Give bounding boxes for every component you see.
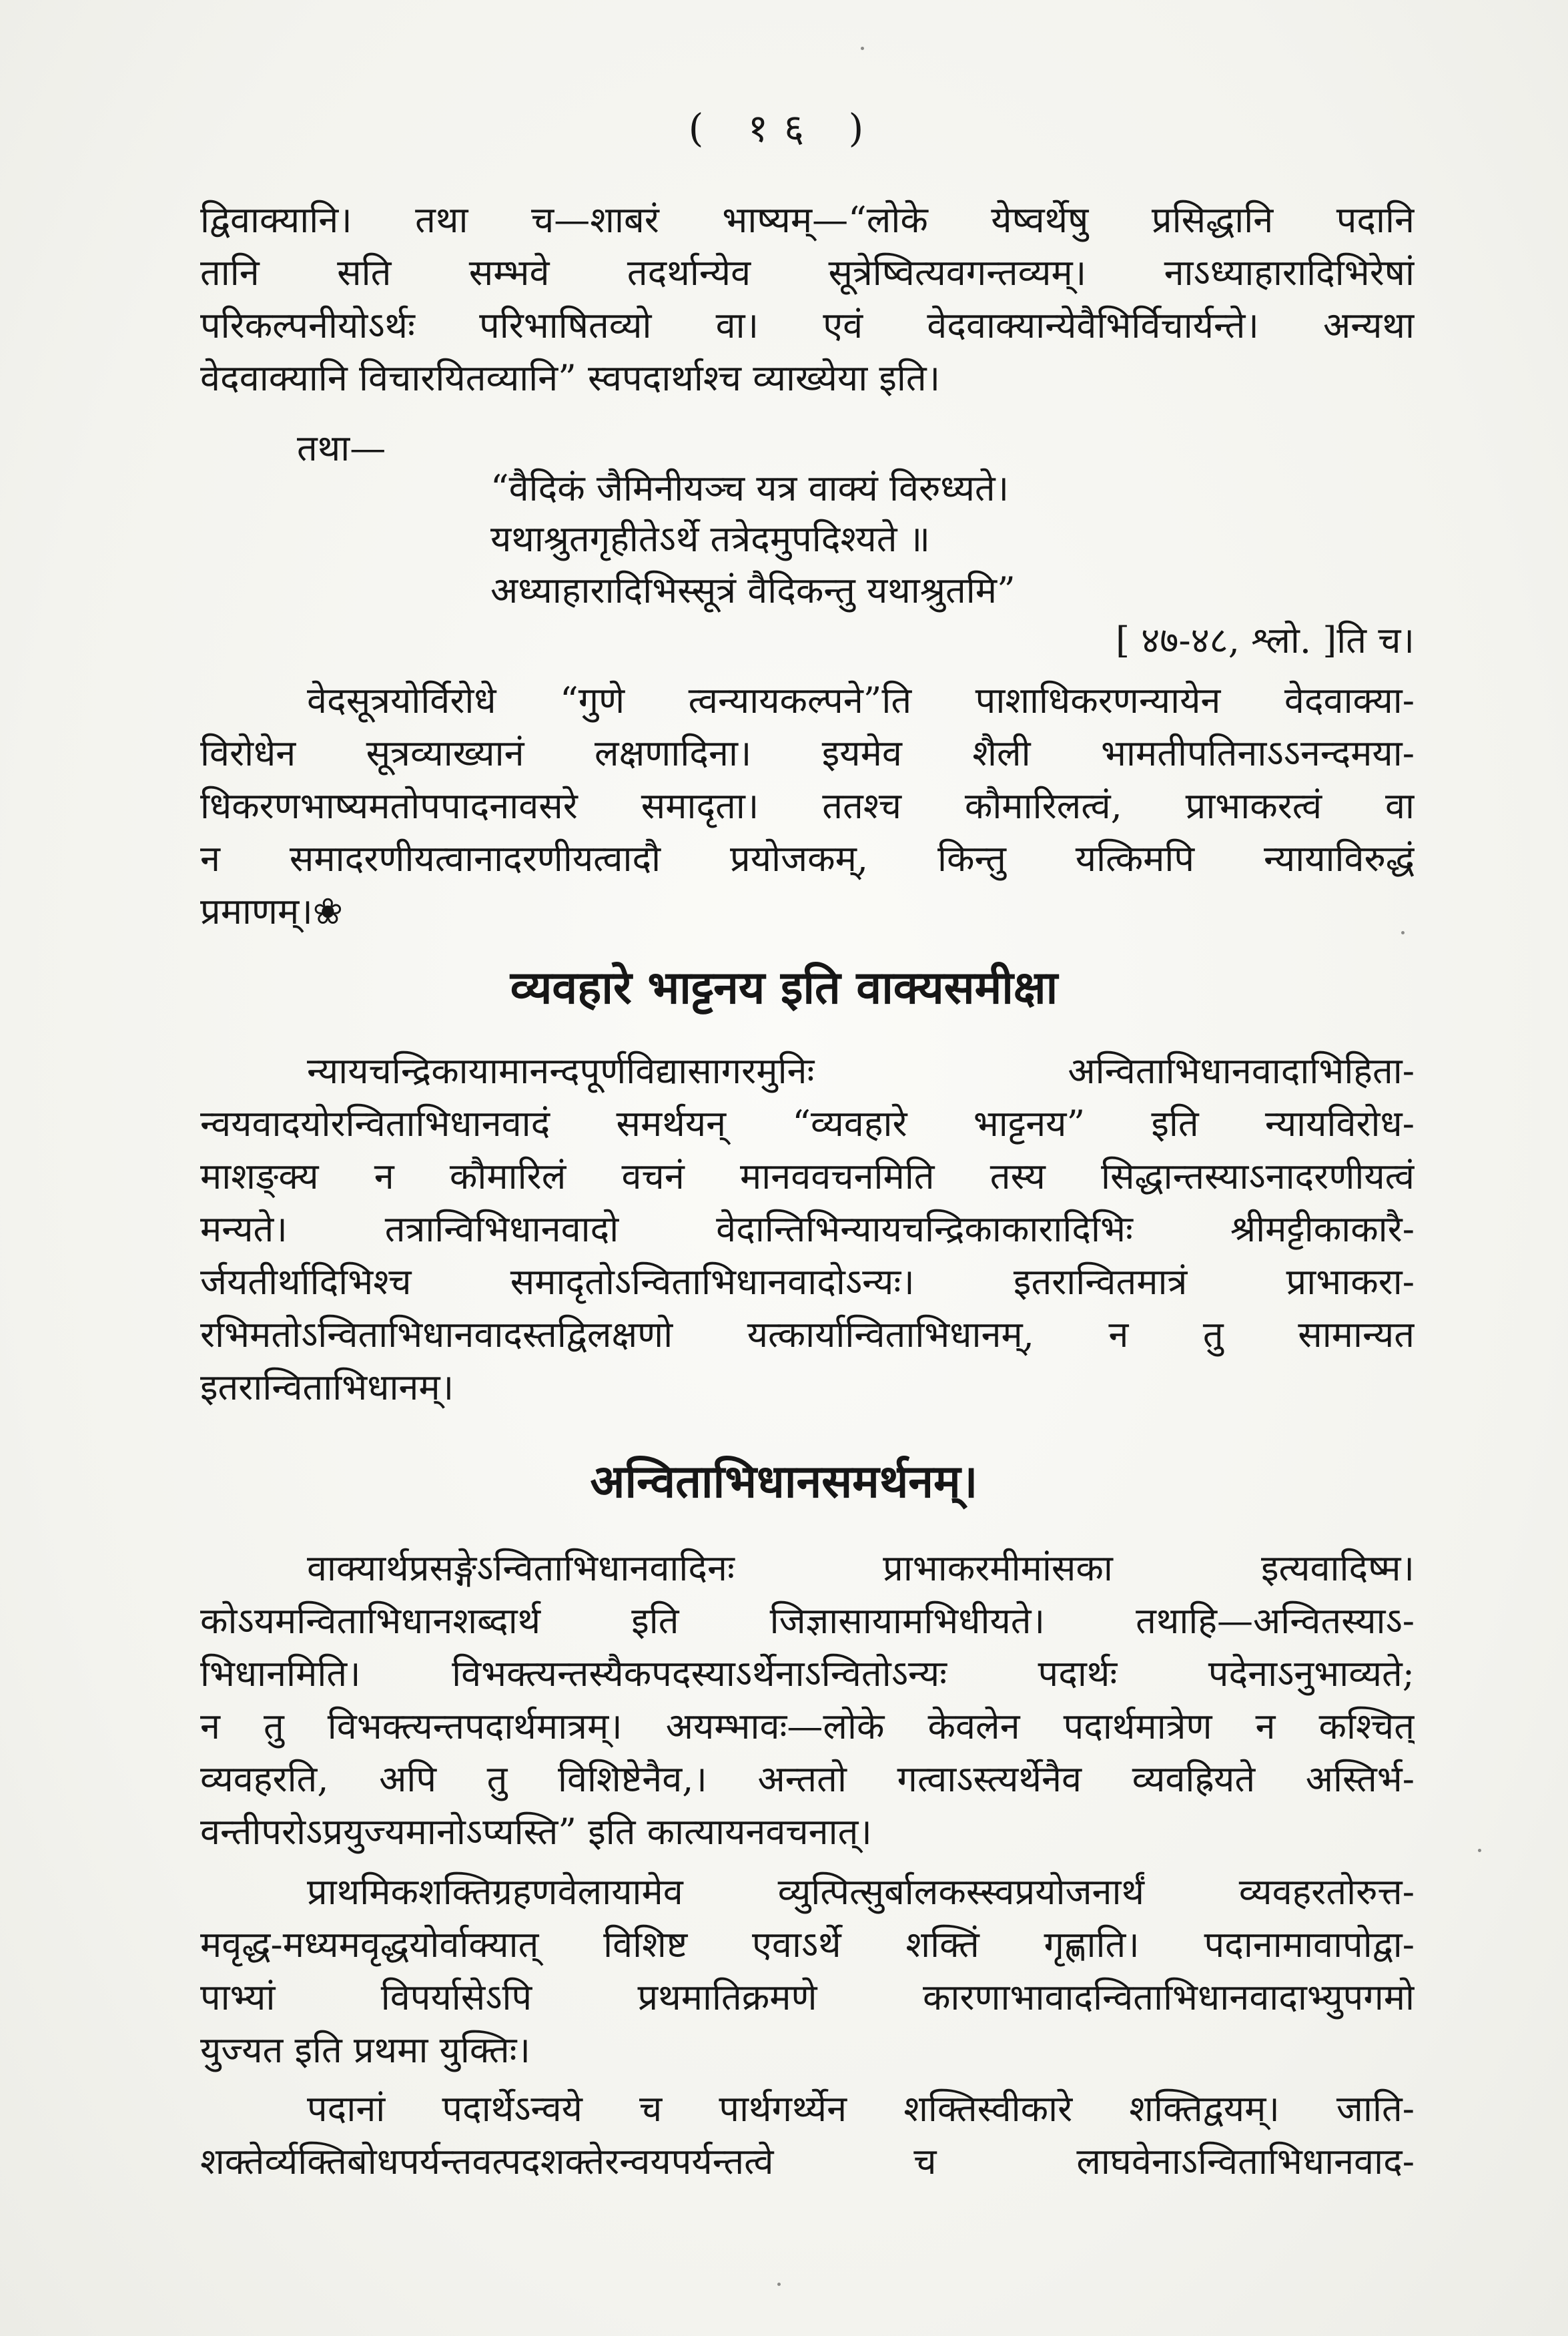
text-line: इतरान्विताभिधानम्। [200,1366,454,1408]
text-line: धिकरणभाष्यमतोपपादनावसरे समादृता। ततश्च कौमारिलत्वं, प्राभाकरत्वं वा [200,785,1415,827]
text-line: युज्यत इति प्रथमा युक्तिः। [200,2029,530,2071]
text-line: परिकल्पनीयोऽर्थः परिभाषितव्यो वा। एवं वेदवाक्यान्येवैभिर्विचार्यन्ते। अन्यथा [200,304,1415,346]
text-line: वेदसूत्रयोर्विरोधे “गुणे त्वन्यायकल्पने”ति पाशाधिकरणन्यायेन वेदवाक्या- [307,679,1415,721]
paragraph-4 [200,1542,1415,1858]
paragraph-3 [200,1045,1415,1414]
scan-speck [861,47,864,50]
paragraph-1 [200,194,1415,404]
verse-line: “वैदिकं जैमिनीयञ्च यत्र वाक्यं विरुध्यते। [490,467,1010,509]
text-line: पदानां पदार्थेऽन्वये च पार्थगर्थ्येन शक्तिस्वीकारे शक्तिद्वयम्। जाति- [307,2088,1415,2130]
paragraph-5 [200,1865,1415,2076]
section-heading: अन्विताभिधानसमर्थनम्। [590,1455,978,1508]
text-line: प्राथमिकशक्तिग्रहणवेलायामेव व्युत्पित्सुर्बालकस्स्वप्रयोजनार्थं व्यवहरतोरुत्त- [307,1871,1415,1913]
text-line: शक्तेर्व्यक्तिबोधपर्यन्तवत्पदशक्तेरन्वयपर्यन्तत्वे च लाघवेनाऽन्विताभिधानवाद- [200,2140,1415,2182]
text-line: वाक्यार्थप्रसङ्गेऽन्विताभिधानवादिनः प्राभाकरमीमांसका इत्यवादिष्म। [307,1547,1415,1589]
scan-speck [1478,1849,1481,1852]
text-line: न्वयवादयोरन्विताभिधानवादं समर्थयन् “व्यवहारे भाट्टनय” इति न्यायविरोध- [200,1103,1415,1145]
text-line: न तु विभक्त्यन्तपदार्थमात्रम्। अयम्भावः—लोके केवलेन पदार्थमात्रेण न कश्चित् [200,1705,1415,1747]
verse-citation: [ ४७-४८, श्लो. ]ति च। [1115,619,1415,661]
scan-speck [1401,931,1405,934]
paragraph-6 [200,2082,1415,2188]
text-line: द्विवाक्यानि। तथा च—शाबरं भाष्यम्—“लोके येष्वर्थेषु प्रसिद्धानि पदानि [200,199,1415,241]
paragraph-2 [200,674,1415,938]
verse-line: यथाश्रुतगृहीतेऽर्थे तत्रेदमुपदिश्यते ॥ [490,518,931,560]
text-line: माशङ्क्य न कौमारिलं वचनं मानववचनमिति तस्य सिद्धान्तस्याऽनादरणीयत्वं [200,1155,1415,1197]
text-line: र्जयतीर्थादिभिश्च समादृतोऽन्विताभिधानवादोऽन्यः। इतरान्वितमात्रं प्राभाकरा- [200,1261,1415,1303]
text-line: न्यायचन्द्रिकायामानन्दपूर्णविद्यासागरमुनिः अन्विताभिधानवादाभिहिता- [307,1050,1415,1092]
text-line: तानि सति सम्भवे तदर्थान्येव सूत्रेष्वित्यवगन्तव्यम्। नाऽध्याहारादिभिरेषां [200,252,1415,294]
text-line: रभिमतोऽन्विताभिधानवादस्तद्विलक्षणो यत्कार्यान्विताभिधानम्, न तु सामान्यत [200,1313,1415,1356]
verse-line: अध्याहारादिभिस्सूत्रं वैदिकन्तु यथाश्रुतमि” [490,569,1016,611]
text-line: न समादरणीयत्वानादरणीयत्वादौ प्रयोजकम्, किन्तु यत्किमपि न्यायाविरुद्धं [200,838,1415,880]
page-number: ( १६ ) [688,105,880,151]
text-line: भिधानमिति। विभक्त्यन्तस्यैकपदस्याऽर्थेनाऽन्वितोऽन्यः पदार्थः पदेनाऽनुभाव्यते; [200,1653,1415,1695]
text-line: वेदवाक्यानि विचारयितव्यानि” स्वपदार्थाश्च व्याख्येया इति। [200,357,941,399]
scan-speck [777,2283,781,2286]
text-line: वन्तीपरोऽप्रयुज्यमानोऽप्यस्ति” इति कात्यायनवचनात्। [200,1811,872,1853]
text-line: प्रमाणम्।❀ [200,890,344,932]
verse-intro: तथा— [297,427,386,469]
text-line: पाभ्यां विपर्यासेऽपि प्रथमातिक्रमणे कारणाभावादन्विताभिधानवादाभ्युपगमो [200,1976,1415,2018]
text-line: कोऽयमन्विताभिधानशब्दार्थ इति जिज्ञासायामभिधीयते। तथाहि—अन्वितस्याऽ- [200,1600,1415,1642]
text-line: व्यवहरति, अपि तु विशिष्टेनैव,। अन्ततो गत्वाऽस्त्यर्थेनैव व्यवह्रियते अस्तिर्भ- [200,1758,1415,1800]
section-heading: व्यवहारे भाट्टनय इति वाक्यसमीक्षा [510,961,1058,1014]
text-line: मन्यते। तत्रान्विभिधानवादो वेदान्तिभिन्यायचन्द्रिकाकारादिभिः श्रीमट्टीकाकारै- [200,1208,1415,1250]
text-line: विरोधेन सूत्रव्याख्यानं लक्षणादिना। इयमेव शैली भामतीपतिनाऽऽनन्दमया- [200,732,1415,774]
text-line: मवृद्ध-मध्यमवृद्धयोर्वाक्यात् विशिष्ट एवाऽर्थे शक्तिं गृह्णाति। पदानामावापोद्वा- [200,1924,1415,1966]
